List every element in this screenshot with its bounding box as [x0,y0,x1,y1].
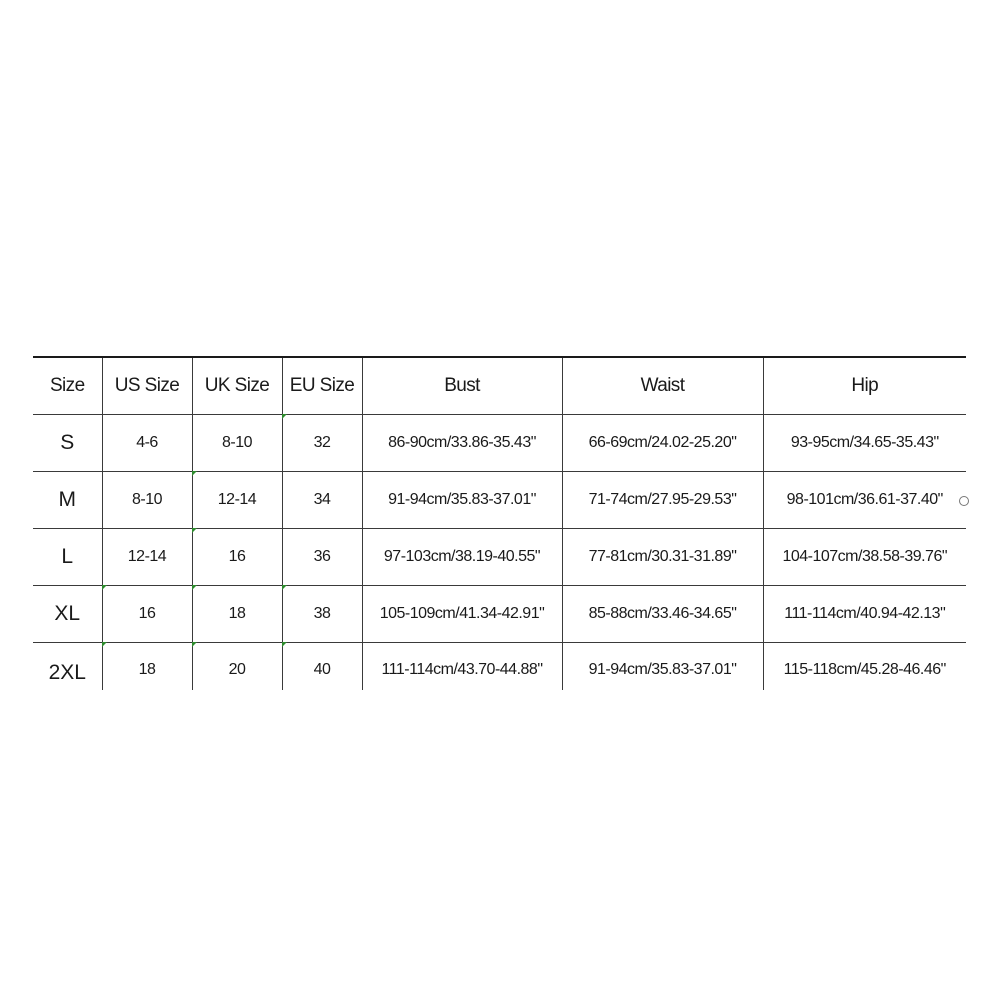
header-us-size: US Size [102,357,192,415]
cell-eu-size: 38 [282,586,362,643]
header-waist: Waist [562,357,763,415]
cell-uk-size: 18 [192,586,282,643]
cell-bust: 105-109cm/41.34-42.91" [362,586,562,643]
header-hip: Hip [763,357,966,415]
cell-eu-size: 40 [282,643,362,690]
cell-hip: 98-101cm/36.61-37.40" [763,472,966,529]
cell-size: M [33,472,102,529]
cell-hip: 104-107cm/38.58-39.76" [763,529,966,586]
cell-size: XL [33,586,102,643]
header-row [33,357,966,415]
size-chart-table [33,356,966,690]
table-row [33,643,966,690]
cell-eu-size: 32 [282,415,362,472]
cell-size: L [33,529,102,586]
header-size: Size [33,357,102,415]
header-uk-size: UK Size [192,357,282,415]
cell-waist: 91-94cm/35.83-37.01" [562,643,763,690]
header-bust: Bust [362,357,562,415]
cell-waist: 85-88cm/33.46-34.65" [562,586,763,643]
cell-uk-size: 20 [192,643,282,690]
cell-hip: 115-118cm/45.28-46.46" [763,643,966,690]
table-row [33,472,966,529]
cell-eu-size: 36 [282,529,362,586]
table-row [33,586,966,643]
cell-us-size: 12-14 [102,529,192,586]
cell-uk-size: 16 [192,529,282,586]
cell-eu-size: 34 [282,472,362,529]
edge-handle-dot [959,496,969,506]
cell-waist: 66-69cm/24.02-25.20" [562,415,763,472]
cell-bust: 97-103cm/38.19-40.55" [362,529,562,586]
cell-us-size: 16 [102,586,192,643]
cell-bust: 86-90cm/33.86-35.43" [362,415,562,472]
cell-waist: 77-81cm/30.31-31.89" [562,529,763,586]
cell-size: S [33,415,102,472]
cell-waist: 71-74cm/27.95-29.53" [562,472,763,529]
table-row [33,415,966,472]
cell-hip: 93-95cm/34.65-35.43" [763,415,966,472]
cell-bust: 111-114cm/43.70-44.88" [362,643,562,690]
cell-us-size: 8-10 [102,472,192,529]
cell-bust: 91-94cm/35.83-37.01" [362,472,562,529]
header-eu-size: EU Size [282,357,362,415]
cell-us-size: 4-6 [102,415,192,472]
table-row [33,529,966,586]
cell-hip: 111-114cm/40.94-42.13" [763,586,966,643]
cell-size: 2XL [33,643,102,690]
cell-us-size: 18 [102,643,192,690]
cell-uk-size: 8-10 [192,415,282,472]
cell-uk-size: 12-14 [192,472,282,529]
